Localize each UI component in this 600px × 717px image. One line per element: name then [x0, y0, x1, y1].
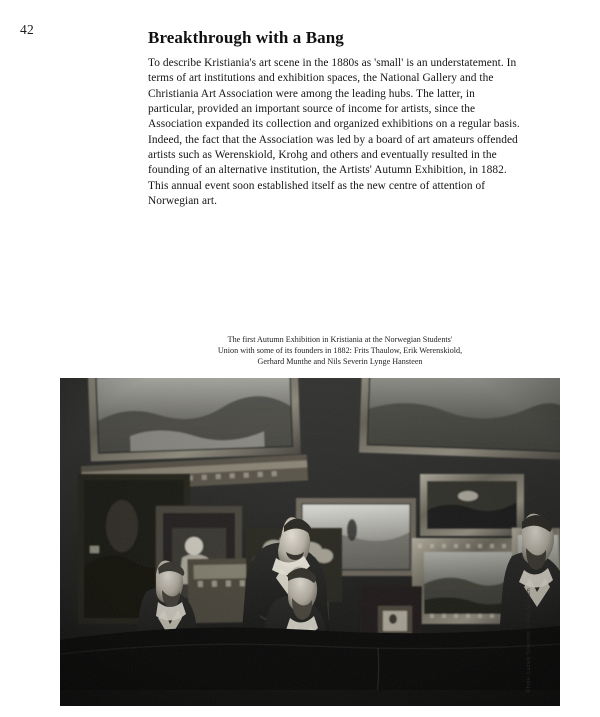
body-text-block [148, 56, 520, 209]
body-paragraph: To describe Kristiania's art scene in the 1880s as 'small' is an understatement. In terms of art institutions and exhibition spaces, the National Gallery and the Christiania Art Association were among the leading hubs. The latter, in particular, provided an important source of income for artists, since the Association expanded its collection and organized exhibitions on a regular basis. Indeed, the fact that the Association was led by a board of art amateurs offended artists such as Werenskiold, Krohg and others and eventually resulted in the founding of an alternative institution, the Artists' Autumn Exhibition, in 1882. This annual event soon established itself as the new centre of attention of Norwegian art. [148, 57, 520, 208]
figure-photograph [60, 378, 560, 706]
figure-caption-line-1: The first Autumn Exhibition in Kristiania at the Norwegian Students' [227, 335, 453, 344]
figure-caption [90, 334, 590, 368]
figure-caption-line-3: Gerhard Munthe and Nils Severin Lynge Hansteen [257, 357, 423, 367]
page-title: Breakthrough with a Bang [148, 28, 344, 48]
historical-photograph-graphic [60, 378, 560, 706]
page-number: 42 [20, 22, 35, 37]
photo-credit: Photo: Ludwik Szaciński © Oslo Museum [526, 588, 532, 692]
figure-caption-line-2: Union with some of its founders in 1882: Frits Thaulow, Erik Werenskiold, [217, 346, 463, 356]
figure [40, 334, 600, 368]
